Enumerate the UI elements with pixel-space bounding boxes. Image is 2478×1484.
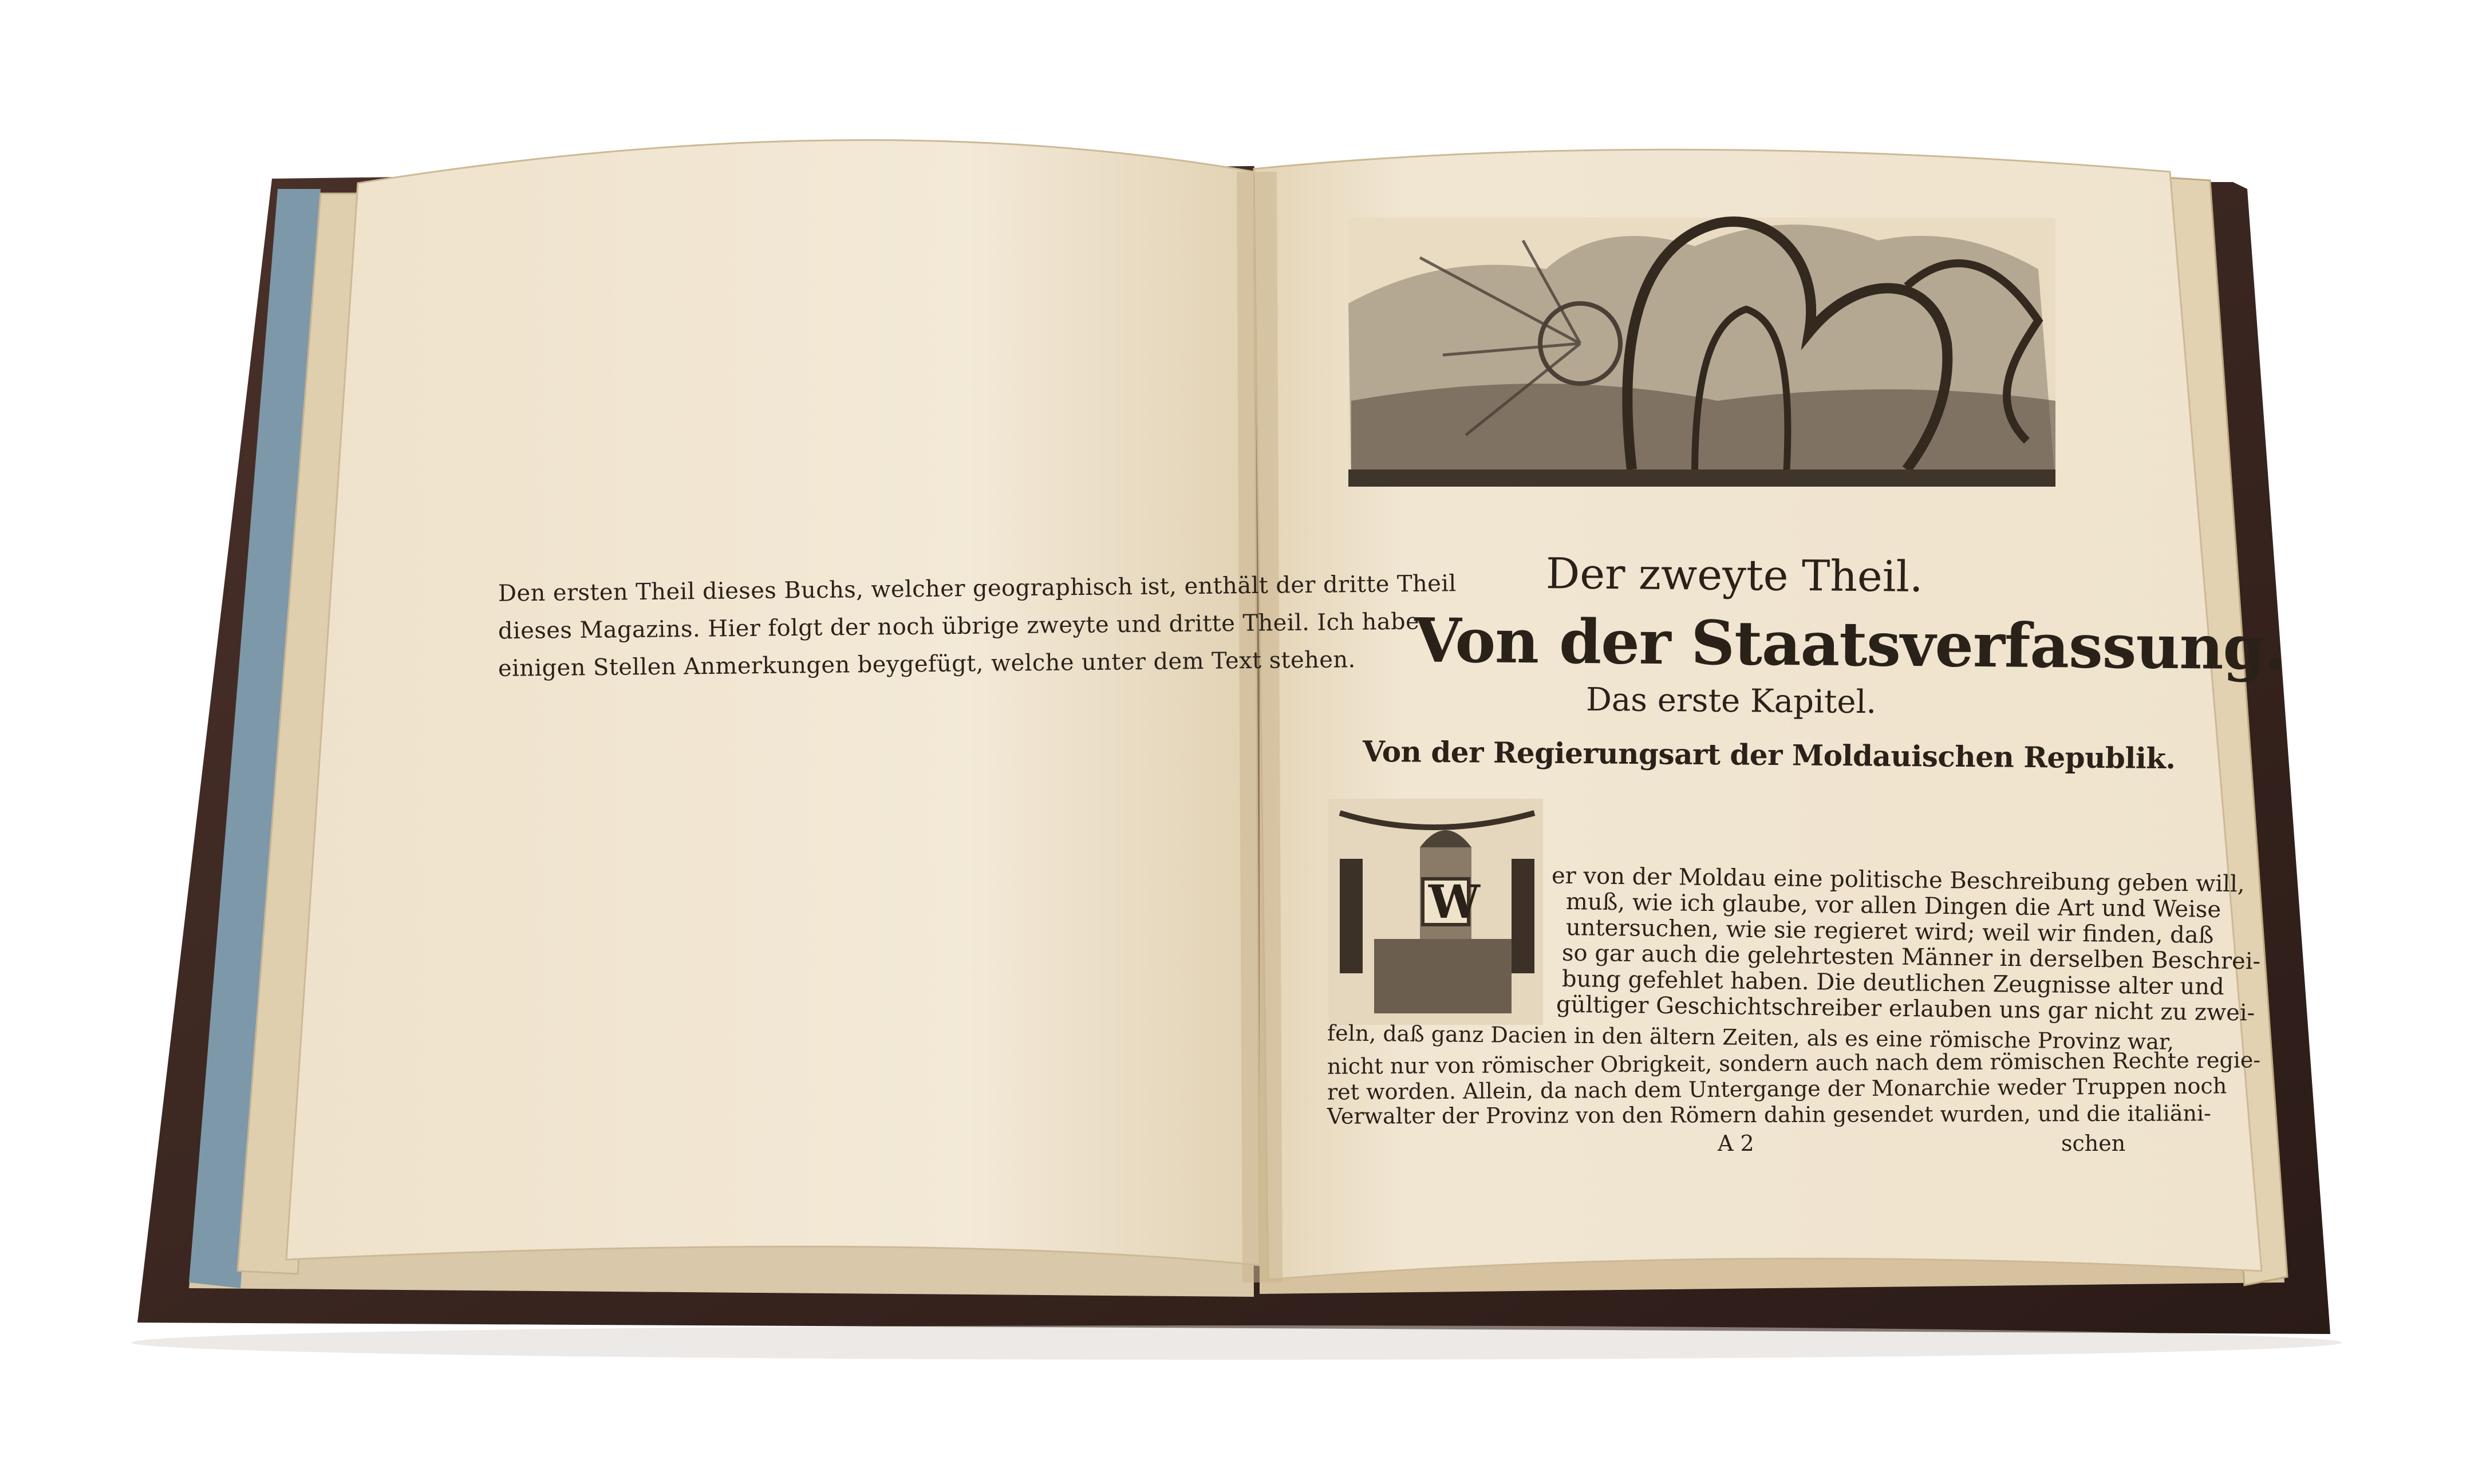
drop-cap-initial: W [1429, 875, 1480, 929]
notice-line-3: einigen Stellen Anmerkungen beygefügt, welche unter dem Text stehen. [498, 646, 1356, 682]
headpiece-woodcut [1348, 218, 2055, 487]
notice-line-2: dieses Magazins. Hier folgt der noch übrige zweyte und dritte Theil. Ich habe [498, 608, 1420, 645]
left-page [286, 140, 1260, 1265]
body-line-2: muß, wie ich glaube, vor allen Dingen die Art und Weise [1565, 889, 2221, 923]
body-line-3: untersuchen, wie sie regieret wird; weil wir finden, daß [1565, 914, 2214, 949]
part-title: Der zweyte Theil. [1545, 549, 1924, 602]
body-line-5: bung gefehlet haben. Die deutlichen Zeugnisse alter und [1561, 965, 2224, 1001]
notice-line-1: Den ersten Theil dieses Buchs, welcher geographisch ist, enthält der dritte Theil [498, 570, 1457, 607]
body-line-9: ret worden. Allein, da nach dem Untergange der Monarchie weder Truppen noch [1327, 1073, 2227, 1105]
body-line-1: er von der Moldau eine politische Beschreibung geben will, [1551, 862, 2245, 898]
section-heading: Von der Staatsverfassung. [1414, 604, 2286, 684]
body-line-10: Verwalter der Provinz von den Römern dahin gesendet wurden, und die italiäni- [1327, 1100, 2211, 1129]
chapter-title: Von der Regierungsart der Moldauischen Republik. [1362, 734, 2176, 776]
cover-shadow [132, 1325, 2342, 1360]
body-line-6: gültiger Geschichtschreiber erlauben uns gar nicht zu zwei- [1556, 991, 2255, 1027]
gutter-shadow [1237, 172, 1283, 1282]
body-line-8: nicht nur von römischer Obrigkeit, sondern auch nach dem römischen Rechte regie- [1327, 1047, 2261, 1079]
body-line-7: feln, daß ganz Dacien in den ältern Zeiten, als es eine römische Provinz war, [1327, 1020, 2175, 1055]
catchword: schen [2061, 1131, 2126, 1156]
body-line-4: so gar auch die gelehrtesten Männer in derselben Beschrei- [1561, 940, 2261, 975]
chapter-label: Das erste Kapitel. [1585, 681, 1877, 721]
signature-mark: A 2 [1718, 1131, 1754, 1156]
